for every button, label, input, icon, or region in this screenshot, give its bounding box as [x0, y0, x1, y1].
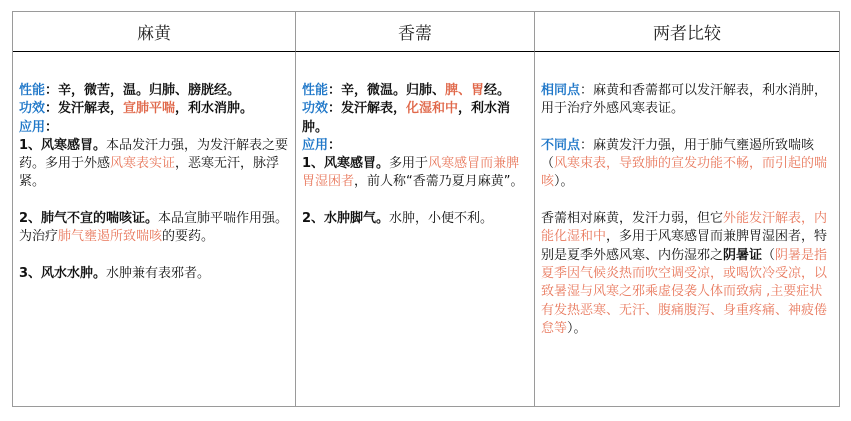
item-text: 多用于 — [389, 156, 429, 172]
header-comparison: 两者比较 — [534, 12, 839, 52]
comparison-table — [12, 11, 840, 407]
mahuang-xingneng — [19, 82, 289, 100]
mahuang-item-1 — [19, 137, 289, 192]
mahuang-yingyong — [19, 119, 289, 137]
text-diff-b: ）。 — [554, 174, 574, 190]
text-xingneng-a: ：辛，微温。归肺、 — [328, 83, 446, 98]
label-same: 相同点 — [541, 83, 581, 98]
label-yingyong: 应用 — [302, 137, 329, 153]
item-text: ，恶寒无汗，脉浮紧。 — [19, 156, 280, 190]
yingyong-colon: ： — [328, 137, 342, 153]
comparison-detail — [541, 210, 833, 338]
text-diff-highlight: 风寒束表，导致肺的宣发功能不畅，而引起的喘咳 — [541, 156, 828, 190]
item-highlight: 风寒表实证 — [110, 156, 176, 172]
label-yingyong: 应用 — [19, 119, 46, 135]
xiangru-yingyong — [302, 137, 528, 155]
detail-paren-close: ）。 — [567, 320, 587, 336]
mahuang-item-2 — [19, 210, 289, 247]
label-gongxiao: 功效 — [302, 101, 329, 117]
text-xingneng-b: 经。 — [484, 83, 511, 98]
label-diff: 不同点 — [541, 137, 581, 153]
label-gongxiao: 功效 — [19, 101, 46, 117]
xiangru-item-1 — [302, 155, 528, 192]
comparison-same — [541, 82, 833, 119]
item-title: 2、肺气不宣的喘咳证。 — [19, 211, 159, 227]
item-text: 水肿，小便不利。 — [389, 211, 494, 227]
item-text: 水肿兼有表邪者。 — [106, 265, 211, 281]
item-title: 1、风寒感冒。 — [19, 137, 107, 153]
text-gongxiao-a: ：发汗解表， — [328, 101, 407, 117]
text-same: ：麻黄和香薷都可以发汗解表，利水消肿，用于治疗外感风寒表证。 — [541, 83, 828, 117]
item-text: 本品宣肺平喘作用强。为治疗 — [19, 211, 289, 245]
text-diff-a: ：麻黄发汗力强，用于肺气壅遏所致喘咳（ — [541, 137, 815, 172]
text-gongxiao-a: ：发汗解表， — [45, 101, 124, 117]
xiangru-item-2 — [302, 210, 528, 228]
item-text: 的要药。 — [162, 229, 215, 245]
label-xingneng: 性能 — [302, 83, 329, 98]
label-xingneng: 性能 — [19, 83, 46, 98]
item-title: 3、风水水肿。 — [19, 265, 107, 281]
comparison-diff — [541, 137, 833, 192]
mahuang-gongxiao — [19, 100, 289, 118]
item-text: 本品发汗力强，为发汗解表之要药。多用于外感 — [19, 137, 289, 172]
cell-mahuang — [13, 52, 295, 406]
cell-comparison — [534, 52, 839, 406]
detail-text: ，多用于风寒感冒而兼脾胃湿困者，特别是夏季外感风寒、内伤湿邪之 — [541, 229, 828, 263]
item-text: ，前人称“香薷乃夏月麻黄”。 — [354, 174, 524, 190]
yingyong-colon: ： — [45, 119, 59, 135]
text-xingneng-highlight: 脾、胃 — [445, 83, 485, 98]
detail-paren-open: （ — [762, 247, 776, 263]
header-xiangru: 香薷 — [295, 12, 534, 52]
text-xingneng: ：辛，微苦，温。归肺、膀胱经。 — [45, 83, 241, 98]
mahuang-item-3 — [19, 265, 289, 283]
text-gongxiao-b: ，利水消肿。 — [302, 101, 511, 135]
xiangru-xingneng — [302, 82, 528, 100]
item-title: 1、风寒感冒。 — [302, 156, 390, 172]
header-mahuang: 麻黄 — [13, 12, 295, 52]
cell-xiangru — [295, 52, 534, 406]
detail-term-yinshu: 阴暑证 — [723, 247, 763, 263]
detail-text: 香薷相对麻黄，发汗力弱，但它 — [541, 211, 724, 227]
text-gongxiao-b: ，利水消肿。 — [175, 101, 254, 117]
text-gongxiao-highlight: 化湿和中 — [406, 101, 459, 117]
item-title: 2、水肿脚气。 — [302, 211, 390, 227]
detail-highlight: 外能发汗解表，内能化湿和中 — [541, 211, 828, 245]
detail-yinshu-definition: 阴暑是指夏季因气候炎热而吹空调受凉，或喝饮冷受凉，以致暑湿与风寒之邪乘虚侵袭人体而致病 ,主要症状有发热恶寒、无汗、腹痛腹泻、身重疼痛、神疲倦怠等 — [541, 247, 828, 336]
item-highlight: 风寒感冒而兼脾胃湿困者 — [302, 156, 520, 190]
xiangru-gongxiao — [302, 100, 528, 137]
item-highlight: 肺气壅遏所致喘咳 — [58, 229, 163, 245]
text-gongxiao-highlight: 宣肺平喘 — [123, 101, 176, 117]
